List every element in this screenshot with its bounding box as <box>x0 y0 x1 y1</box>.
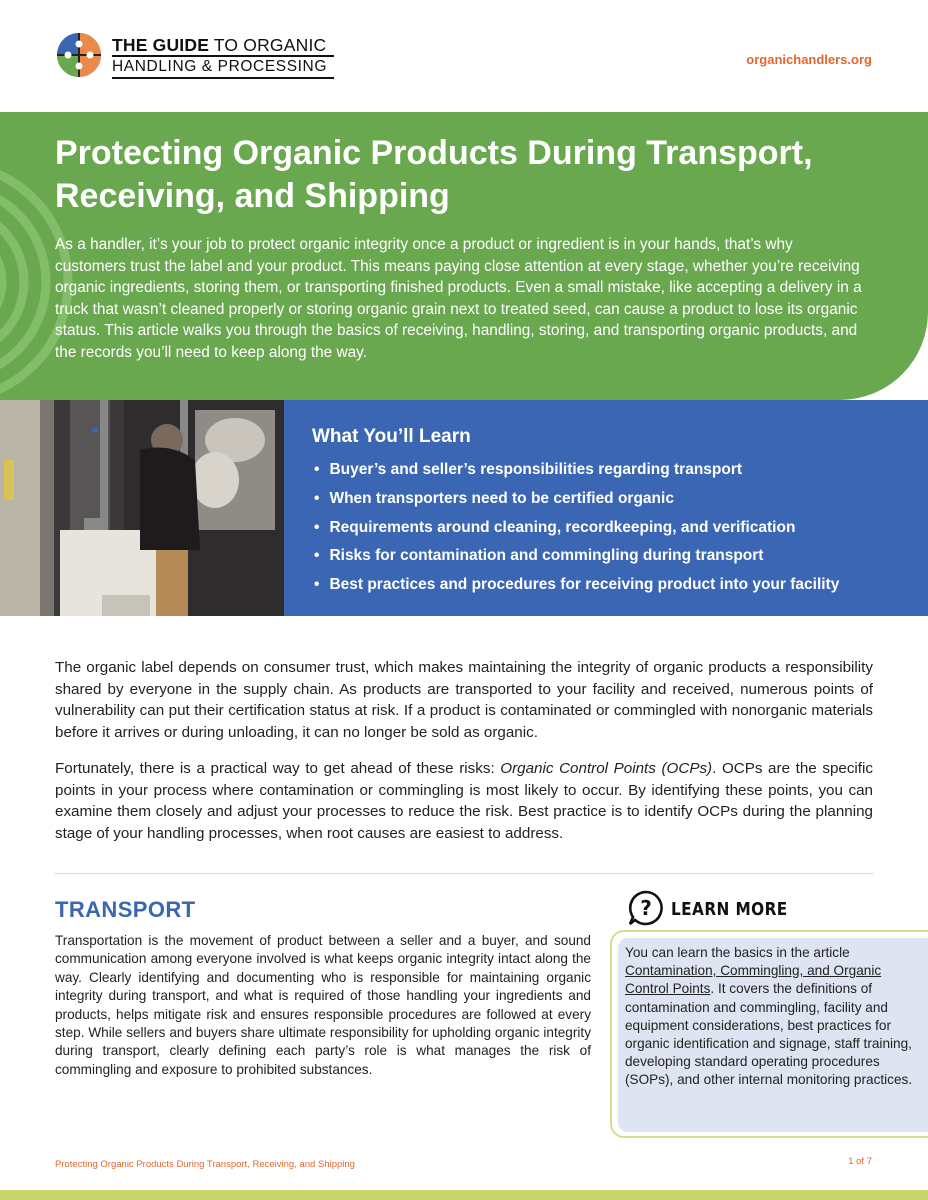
learn-panel <box>284 400 928 616</box>
intro-paragraph: As a handler, it’s your job to protect organic integrity once a product or ingredient is in your hands, that’s why customers trust the label and your product. This means paying close attention at every stage, whether you’re receiving organic ingredients, storing them, or transporting finished products. Even a small mistake, like accepting a delivery in a truck that wasn’t cleaned properly or storing organic grain next to treated seed, can cause a product to lose its organic status. This article walks you through the basics of receiving, handling, storing, and transporting organic products, and the records you’ll need to keep along the way. <box>55 236 862 361</box>
logo-title: THE GUIDE TO ORGANIC <box>112 35 327 55</box>
logo-puzzle-icon <box>56 32 102 78</box>
learn-item: • Best practices and procedures for receiving product into your facility <box>314 571 839 600</box>
page-title: Protecting Organic Products During Transport, Receiving, and Shipping <box>55 134 813 215</box>
logo-rule <box>112 55 334 57</box>
body-paragraph-1: The organic label depends on consumer trust, which makes maintaining the integrity of organic products a responsibility shared by everyone in the supply chain. As products are transported to your facility and received, numerous points of vulnerability can put their certification status at risk. If a product is contaminated or commingled with nonorganic materials before it arrives or during unloading, it can no longer be sold as organic. <box>55 659 873 741</box>
logo-rule-bottom <box>112 77 334 79</box>
article-link[interactable]: Contamination, Commingling, and Organic Control Points <box>625 963 882 997</box>
learn-item: • When transporters need to be certified organic <box>314 485 839 514</box>
learn-title: What You’ll Learn <box>312 426 471 447</box>
learn-more-box: You can learn the basics in the article Contamination, Commingling, and Organic Control Points. It covers the definitions of contamination and commingling, facility and equipment considerations, best practices for organic identification and signage, staff training, developing standard operating procedures (SOPs), and other internal monitoring practices. <box>618 938 928 1132</box>
page-number: 1 of 7 <box>848 1156 872 1167</box>
section-divider <box>55 873 873 874</box>
body-paragraph-2: Fortunately, there is a practical way to get ahead of these risks: Organic Control Points (OCPs). OCPs are the specific points in your process where contamination or commingling is most likely to occur. By identifying these points, you can examine them closely and adjust your processes to reduce the risk. Best practice is to identify OCPs during the planning stage of your handling processes, when root causes are easiest to address. <box>55 760 873 842</box>
logo-subtitle: HANDLING & PROCESSING <box>112 58 328 75</box>
forklift-worker-image <box>0 400 284 616</box>
footer-title: Protecting Organic Products During Transport, Receiving, and Shipping <box>55 1159 355 1170</box>
learn-more-header <box>627 889 827 929</box>
learn-list <box>314 456 839 600</box>
logo <box>56 32 336 80</box>
ocp-term: Organic Control Points (OCPs) <box>500 760 713 777</box>
learn-item: • Buyer’s and seller’s responsibilities regarding transport <box>314 456 839 485</box>
learn-item: • Requirements around cleaning, recordkeeping, and verification <box>314 514 839 543</box>
transport-text: Transportation is the movement of product between a seller and a buyer, and sound communication among everyone involved is what keeps organic integrity intact along the way. Clearly identifying and documenting who is responsible for maintaining organic integrity during transport, and what is required of those handling your ingredients and products, helps mitigate risk and ensures responsible procedures are followed at every step. While sellers and buyers share ultimate responsibility for upholding organic integrity during transport, clearly defining each party’s role is what manages the risk of commingling and exposure to prohibited substances. <box>55 933 591 1077</box>
title-banner <box>0 112 928 400</box>
site-link[interactable]: organichandlers.org <box>746 52 872 67</box>
transport-heading: TRANSPORT <box>55 897 196 922</box>
learn-item: • Risks for contamination and commingling during transport <box>314 542 839 571</box>
svg-text:?: ? <box>640 896 652 920</box>
warehouse-photo <box>0 400 284 616</box>
question-bubble-icon <box>627 889 665 927</box>
learn-more-label: LEARN MORE <box>671 899 788 920</box>
footer-bar <box>0 1190 928 1200</box>
